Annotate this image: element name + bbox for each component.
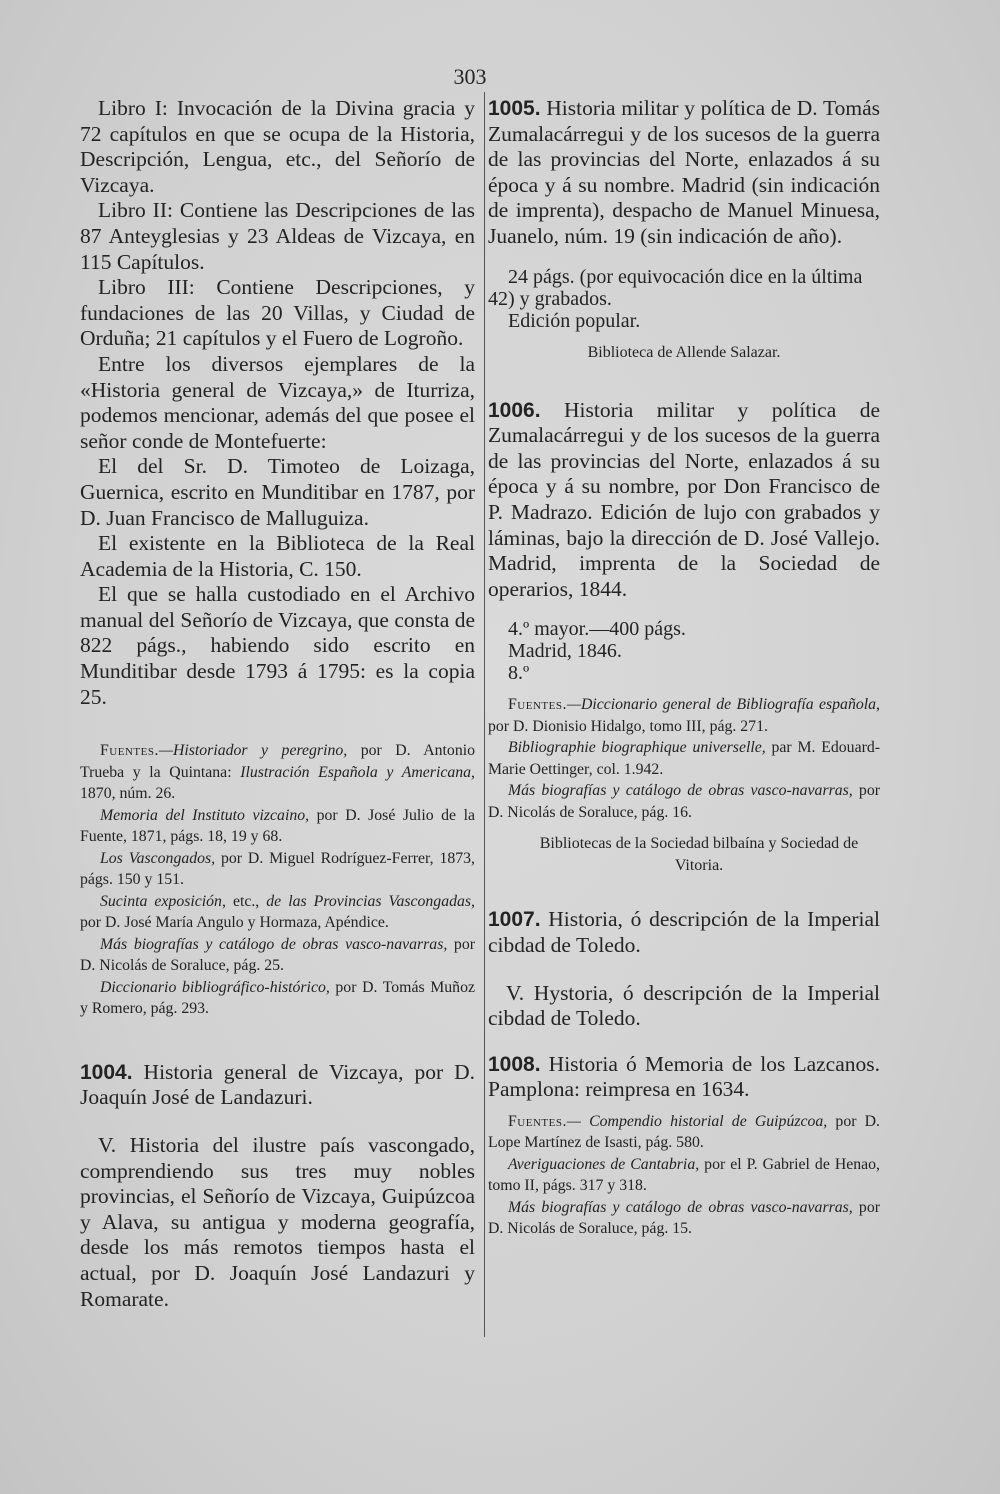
note-text: por D. Nicolás de Soraluce, pág. 25. (80, 935, 475, 975)
fuentes-note (488, 737, 880, 780)
entry-detail: Edición popular. (508, 309, 641, 332)
note-title: Ilustración Española y Americana, (240, 763, 475, 781)
fuentes-note (80, 848, 475, 891)
right-column (488, 96, 880, 1240)
library-note: Bibliotecas de la Sociedad bilbaína y Sociedad de Vitoria. (539, 835, 859, 875)
note-title: Los Vascongados, (100, 849, 216, 867)
note-text: por el P. Gabriel de Henao, tomo II, págs. 317 y 318. (488, 1155, 881, 1195)
note-title: Averiguaciones de Cantabria, (508, 1155, 700, 1173)
note-title: Bibliographie biographique universelle, (508, 739, 766, 757)
note-title: Sucinta exposición, (100, 892, 226, 910)
page-number: 303 (453, 64, 487, 89)
entry-1006 (488, 398, 880, 878)
paragraph-libro-3: Libro III: Contiene Descripciones, y fundaciones de las 20 Villas, y Ciudad de Orduña; 21 capítulos y el Fuero de Logroño. (80, 275, 475, 351)
note-text: etc., (225, 892, 267, 910)
note-text: por D. Nicolás de Soraluce, pág. 15. (488, 1198, 880, 1238)
entry-1007 (488, 907, 880, 1031)
entry-title: Historia militar y política de D. Tomás Zumalacárregui y de los sucesos de la guerra de las provincias del Norte, enlazados á su época y á su nombre. Madrid (sin indicación de imprenta), despacho de Manuel Minuesa, Juanelo, núm. 19 (sin indicación de año). (488, 96, 880, 248)
entry-heading (488, 907, 880, 958)
entry-title: Historia militar y política de Zumalacárregui y de los sucesos de la guerra de las provincias del Norte, enlazados á su época y á su nombre, por Don Francisco de P. Madrazo. Edición de lujo con grabados y láminas, bajo la dirección de D. José Vallejo. Madrid, imprenta de la Sociedad de operarios, 1844. (488, 397, 880, 601)
fuentes-note (488, 694, 880, 737)
paragraph-libro-1: Libro I: Invocación de la Divina gracia y 72 capítulos en que se ocupa de la Historia, Descripción, Lengua, etc., del Señorío de Vizcaya. (80, 96, 475, 197)
left-column (80, 96, 475, 1312)
entry-title: Historia general de Vizcaya, por D. Joaquín José de Landazuri. (80, 1059, 475, 1110)
entry-heading (80, 1060, 475, 1111)
paragraph-academia: El existente en la Biblioteca de la Real Academia de la Historia, C. 150. (80, 531, 475, 581)
note-text: por D. Nicolás de Soraluce, pág. 16. (488, 782, 880, 821)
fuentes-label: Fuentes. (100, 742, 159, 760)
note-title: —Historiador y peregrino, (158, 742, 348, 760)
note-title: — Compendio historial de Guipúzcoa, (566, 1112, 828, 1130)
entry-heading (488, 96, 880, 250)
paragraph-archivo: El que se halla custodiado en el Archivo manual del Señorío de Vizcaya, que consta de 822 págs., habiendo sido escrito en Munditibar desde 1793 á 1795: es la copia 25. (80, 582, 475, 709)
library-note: Biblioteca de Allende Salazar. (587, 343, 781, 361)
entry-text: V. Historia del ilustre país vascongado, comprendiendo sus tres muy nobles provincias, el Señorío de Vizcaya, Guipúzcoa y Alava, su antigua y moderna geografía, desde los más remotos tiempos hasta el actual, por D. Joaquín José Landazuri y Romarate. (80, 1132, 475, 1311)
entry-number: 1008. (488, 1052, 541, 1076)
fuentes-note (488, 1111, 880, 1154)
paragraph-loizaga: El del Sr. D. Timoteo de Loizaga, Guernica, escrito en Munditibar en 1787, por D. Juan Francisco de Malluguiza. (80, 454, 475, 530)
note-title: Más biografías y catálogo de obras vasco-navarras, (508, 782, 853, 800)
note-text: por D. José María Angulo y Hormaza, Apéndice. (80, 914, 389, 932)
note-title: Más biografías y catálogo de obras vasco-navarras, (508, 1198, 853, 1216)
note-title: Memoria del Instituto vizcaino, (100, 806, 310, 824)
column-divider (484, 92, 485, 1337)
note-text: por D. Lope Martínez de Isasti, pág. 580. (488, 1112, 880, 1152)
note-text: por D. Miguel Rodríguez-Ferrer, 1873, págs. 150 y 151. (80, 849, 475, 889)
entry-1004 (80, 1060, 475, 1312)
entry-detail: 4.º mayor.—400 págs. (508, 618, 686, 641)
fuentes-label: Fuentes. (508, 1112, 567, 1130)
entry-title: Historia ó Memoria de los Lazcanos. Pamplona: reimpresa en 1634. (488, 1051, 880, 1102)
note-title: de las Provincias Vascongadas, (266, 892, 475, 910)
entry-number: 1005. (488, 97, 541, 120)
note-title: Más biografías y catálogo de obras vasco-navarras, (100, 935, 448, 953)
note-text: por D. José Julio de la Fuente, 1871, págs. 18, 19 y 68. (80, 806, 475, 846)
fuentes-note (488, 1154, 880, 1197)
note-title: Diccionario bibliográfico-histórico, (100, 978, 330, 996)
entry-heading (488, 1052, 880, 1103)
note-text: par M. Edouard-Marie Oettinger, col. 1.942. (488, 739, 880, 778)
fuentes-note (80, 977, 475, 1020)
note-text: por D. Antonio Trueba y la Quintana: (80, 742, 476, 781)
fuentes-note (80, 805, 475, 848)
entry-heading (488, 398, 880, 603)
note-text: por D. Tomás Muñoz y Romero, pág. 293. (80, 978, 475, 1018)
note-text: por D. Dionisio Hidalgo, tomo III, pág. 271. (488, 717, 768, 735)
entry-detail: Madrid, 1846. (508, 640, 622, 663)
entry-number: 1007. (488, 908, 541, 932)
fuentes-note (488, 1197, 880, 1240)
entry-detail: 8.º (508, 662, 530, 685)
entry-1005 (488, 96, 880, 364)
entry-1008 (488, 1052, 880, 1240)
paragraph-libro-2: Libro II: Contiene las Descripciones de las 87 Anteyglesias y 23 Aldeas de Vizcaya, en 115 Capítulos. (80, 198, 475, 274)
entry-detail: 24 págs. (por equivocación dice en la última 42) y grabados. (488, 265, 863, 310)
entry-title: Historia, ó descripción de la Imperial cibdad de Toledo. (488, 907, 880, 957)
paragraph-ejemplares: Entre los diversos ejemplares de la «Historia general de Vizcaya,» de Iturriza, podemos mencionar, además del que posee el señor conde de Montefuerte: (80, 351, 475, 453)
entry-text: V. Hystoria, ó descripción de la Imperial cibdad de Toledo. (488, 980, 880, 1031)
fuentes-note (80, 891, 475, 934)
fuentes-notes (488, 694, 880, 823)
fuentes-notes (80, 740, 475, 1020)
fuentes-note (80, 740, 475, 805)
note-title: —Diccionario general de Bibliografía española, (566, 696, 880, 714)
note-text: 1870, núm. 26. (80, 785, 176, 803)
fuentes-note (80, 934, 475, 977)
fuentes-label: Fuentes. (508, 696, 567, 714)
entry-number: 1004. (80, 1060, 133, 1084)
entry-number: 1006. (488, 398, 541, 422)
fuentes-note (488, 780, 880, 823)
